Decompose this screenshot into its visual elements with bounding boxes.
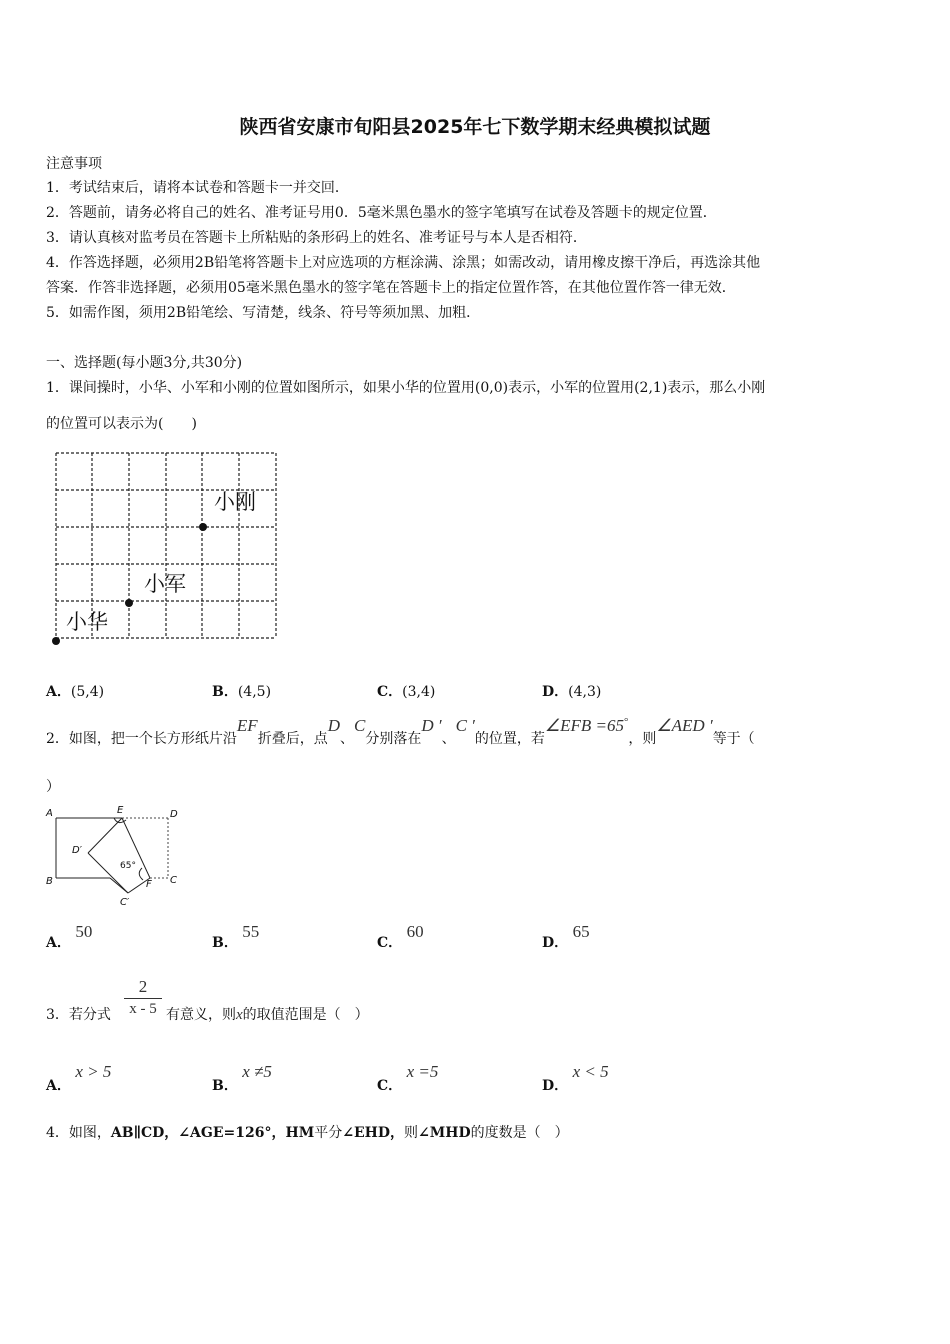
point-xiaogang <box>199 523 207 531</box>
label-e: E <box>117 805 124 816</box>
q2-fold-figure <box>42 802 192 912</box>
notice-line-6: 5．如需作图，须用2B铅笔绘、写清楚，线条、符号等须加黑、加粗． <box>46 305 481 321</box>
q2-option-d[interactable]: D． 65 <box>542 922 590 951</box>
q2-option-c[interactable]: C． 60 <box>377 922 424 951</box>
point-xiaojun <box>125 599 133 607</box>
point-xiaohua <box>52 637 60 645</box>
page-title: 陕西省安康市旬阳县2025年七下数学期末经典模拟试题 <box>239 116 711 138</box>
q1-option-c[interactable]: C．(3,4) <box>377 684 436 700</box>
label-d: D <box>170 809 178 820</box>
label-c-prime: C′ <box>120 897 130 908</box>
label-a: A <box>46 808 53 819</box>
notice-line-4: 4．作答选择题，必须用2B铅笔将答题卡上对应选项的方框涂满、涂黑；如需改动，请用橡皮擦干净后，再选涂其他 <box>46 255 761 271</box>
notice-heading: 注意事项 <box>46 156 102 172</box>
q3-fraction <box>124 976 162 1019</box>
q3-fraction-denominator: x - 5 <box>129 1001 157 1017</box>
q2-option-b[interactable]: B． 55 <box>212 922 260 951</box>
label-xiaogang: 小刚 <box>214 490 256 514</box>
label-d-prime: D′ <box>72 845 82 856</box>
q1-text-line1: 1．课间操时，小华、小军和小刚的位置如图所示，如果小华的位置用(0,0)表示，小军的位置用(2,1)表示，那么小刚 <box>46 380 766 396</box>
label-angle-65: 65° <box>120 861 136 871</box>
notice-line-1: 1．考试结束后，请将本试卷和答题卡一并交回． <box>46 180 349 196</box>
q2-option-a[interactable]: A． 50 <box>46 922 93 951</box>
q3-text-suffix: 有意义，则x的取值范围是（ ） <box>166 1007 369 1023</box>
q1-text-line2: 的位置可以表示为( ) <box>46 416 197 432</box>
q1-option-d[interactable]: D．(4,3) <box>542 684 602 700</box>
q3-option-b[interactable]: B． x ≠5 <box>212 1062 272 1094</box>
q4-text: 4．如图，AB∥CD，∠AGE=126°，HM平分∠EHD，则∠MHD的度数是（ ） <box>46 1125 569 1141</box>
q3-option-a[interactable]: A． x > 5 <box>46 1062 112 1094</box>
q1-option-b[interactable]: B．(4,5) <box>212 684 272 700</box>
q2-text-line1: 2．如图，把一个长方形纸片沿EF折叠后，点D、C分别落在D ′、C ′的位置，若∠EFB =65°，则∠AED ′等于（ <box>46 716 755 747</box>
notice-line-5: 答案．作答非选择题，必须用05毫米黑色墨水的签字笔在答题卡上的指定位置作答，在其他位置作答一律无效． <box>46 280 736 296</box>
q3-option-c[interactable]: C． x =5 <box>377 1062 439 1094</box>
notice-line-2: 2．答题前，请务必将自己的姓名、准考证号用0．5毫米黑色墨水的签字笔填写在试卷及答题卡的规定位置． <box>46 205 717 221</box>
section-heading: 一、选择题(每小题3分,共30分) <box>46 355 243 371</box>
label-xiaohua: 小华 <box>66 610 108 634</box>
q2-close-paren: ） <box>46 779 60 795</box>
q3-text-prefix: 3．若分式 <box>46 1007 111 1023</box>
q3-fraction-numerator: 2 <box>124 976 162 999</box>
label-xiaojun: 小军 <box>144 572 186 596</box>
label-b: B <box>46 876 53 887</box>
label-c: C <box>170 875 177 886</box>
q1-option-a[interactable]: A．(5,4) <box>46 684 105 700</box>
q1-grid-figure <box>48 445 288 650</box>
q3-option-d[interactable]: D． x < 5 <box>542 1062 609 1094</box>
notice-line-3: 3．请认真核对监考员在答题卡上所粘贴的条形码上的姓名、准考证号与本人是否相符． <box>46 230 587 246</box>
label-f: F <box>146 879 152 890</box>
